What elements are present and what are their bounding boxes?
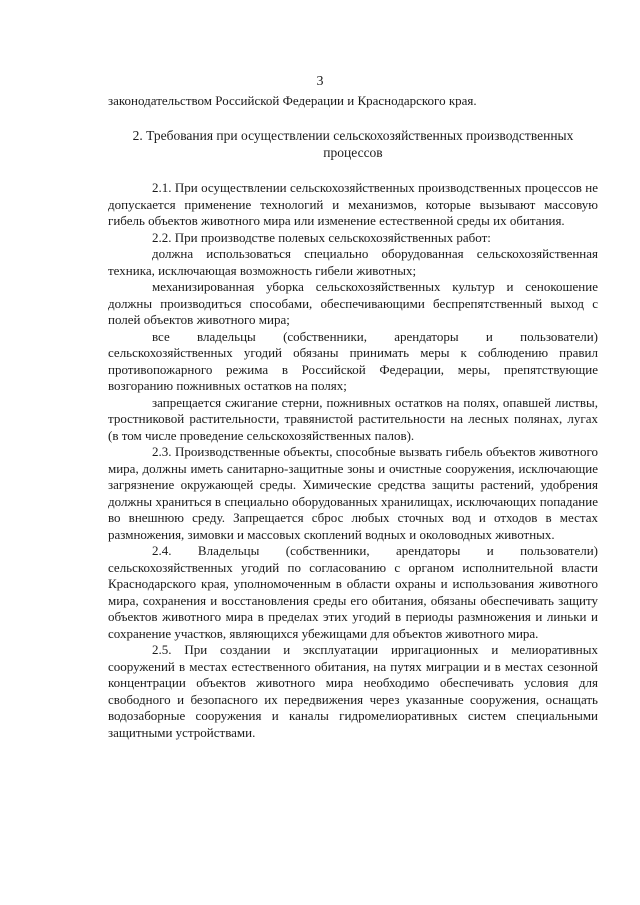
paragraph-2-2-item-1: должна использоваться специально оборудованная сельскохозяйственная техника, исключающая возможность гибели животных; bbox=[108, 246, 598, 278]
paragraph-2-1: 2.1. При осуществлении сельскохозяйственных производственных процессов не допускается применение технологий и механизмов, которые вызывают массовую гибель объектов животного мира или изменение естественной среды их обитания. bbox=[108, 180, 598, 228]
intro-line: законодательством Российской Федерации и Краснодарского края. bbox=[108, 93, 477, 108]
paragraph-2-2-item-3: все владельцы (собственники, арендаторы и пользователи) сельскохозяйственных угодий обязаны принимать меры к соблюдению правил противопожарного режима в Российской Федерации, меры, препятствующие возгоранию пожнивных остатков на полях; bbox=[108, 328, 598, 393]
page-number: 3 bbox=[316, 74, 324, 89]
paragraph-2-2-item-2: механизированная уборка сельскохозяйственных культур и сенокошение должны производиться способами, обеспечивающими беспрепятственный выход с полей объектов животного мира; bbox=[108, 279, 598, 327]
paragraph-2-2: 2.2. При производстве полевых сельскохозяйственных работ: bbox=[152, 229, 491, 245]
paragraph-2-4: 2.4. Владельцы (собственники, арендаторы и пользователи) сельскохозяйственных угодий по согласованию с органом исполнительной власти Краснодарского края, уполномоченным в области охраны и использования животного мира, сохранения и восстановления среды его обитания, обязаны обеспечивать защиту объектов животного мира в пределах этих угодий в периоды размножения и линьки и сохранение участков, являющихся убежищами для объектов животного мира. bbox=[108, 543, 598, 641]
section-body bbox=[108, 180, 598, 741]
paragraph-2-3: 2.3. Производственные объекты, способные вызвать гибель объектов животного мира, должны иметь санитарно-защитные зоны и очистные сооружения, исключающие загрязнение окружающей среды. Химические средства защиты растений, удобрения должны храниться в специально оборудованных хранилищах, исключающих попадание во внешнюю среду. Запрещается сброс любых сточных вод и отходов в местах размножения, зимовки и массовых скоплений водных и околоводных животных. bbox=[108, 444, 598, 542]
section-heading: 2. Требования при осуществлении сельскохозяйственных производственных процессов bbox=[132, 128, 574, 160]
paragraph-2-5: 2.5. При создании и эксплуатации ирригационных и мелиоративных сооружений в местах естественного обитания, на путях миграции и в местах сезонной концентрации объектов животного мира необходимо обеспечивать условия для свободного и безопасного их передвижения через указанные сооружения, оснащать водозаборные сооружения и каналы гидромелиоративных систем специальными защитными устройствами. bbox=[108, 642, 598, 740]
paragraph-2-2-item-4: запрещается сжигание стерни, пожнивных остатков на полях, опавшей листвы, тростниковой растительности, травянистой растительности на лесных полянах, лугах (в том числе проведение сельскохозяйственных палов). bbox=[108, 394, 598, 443]
